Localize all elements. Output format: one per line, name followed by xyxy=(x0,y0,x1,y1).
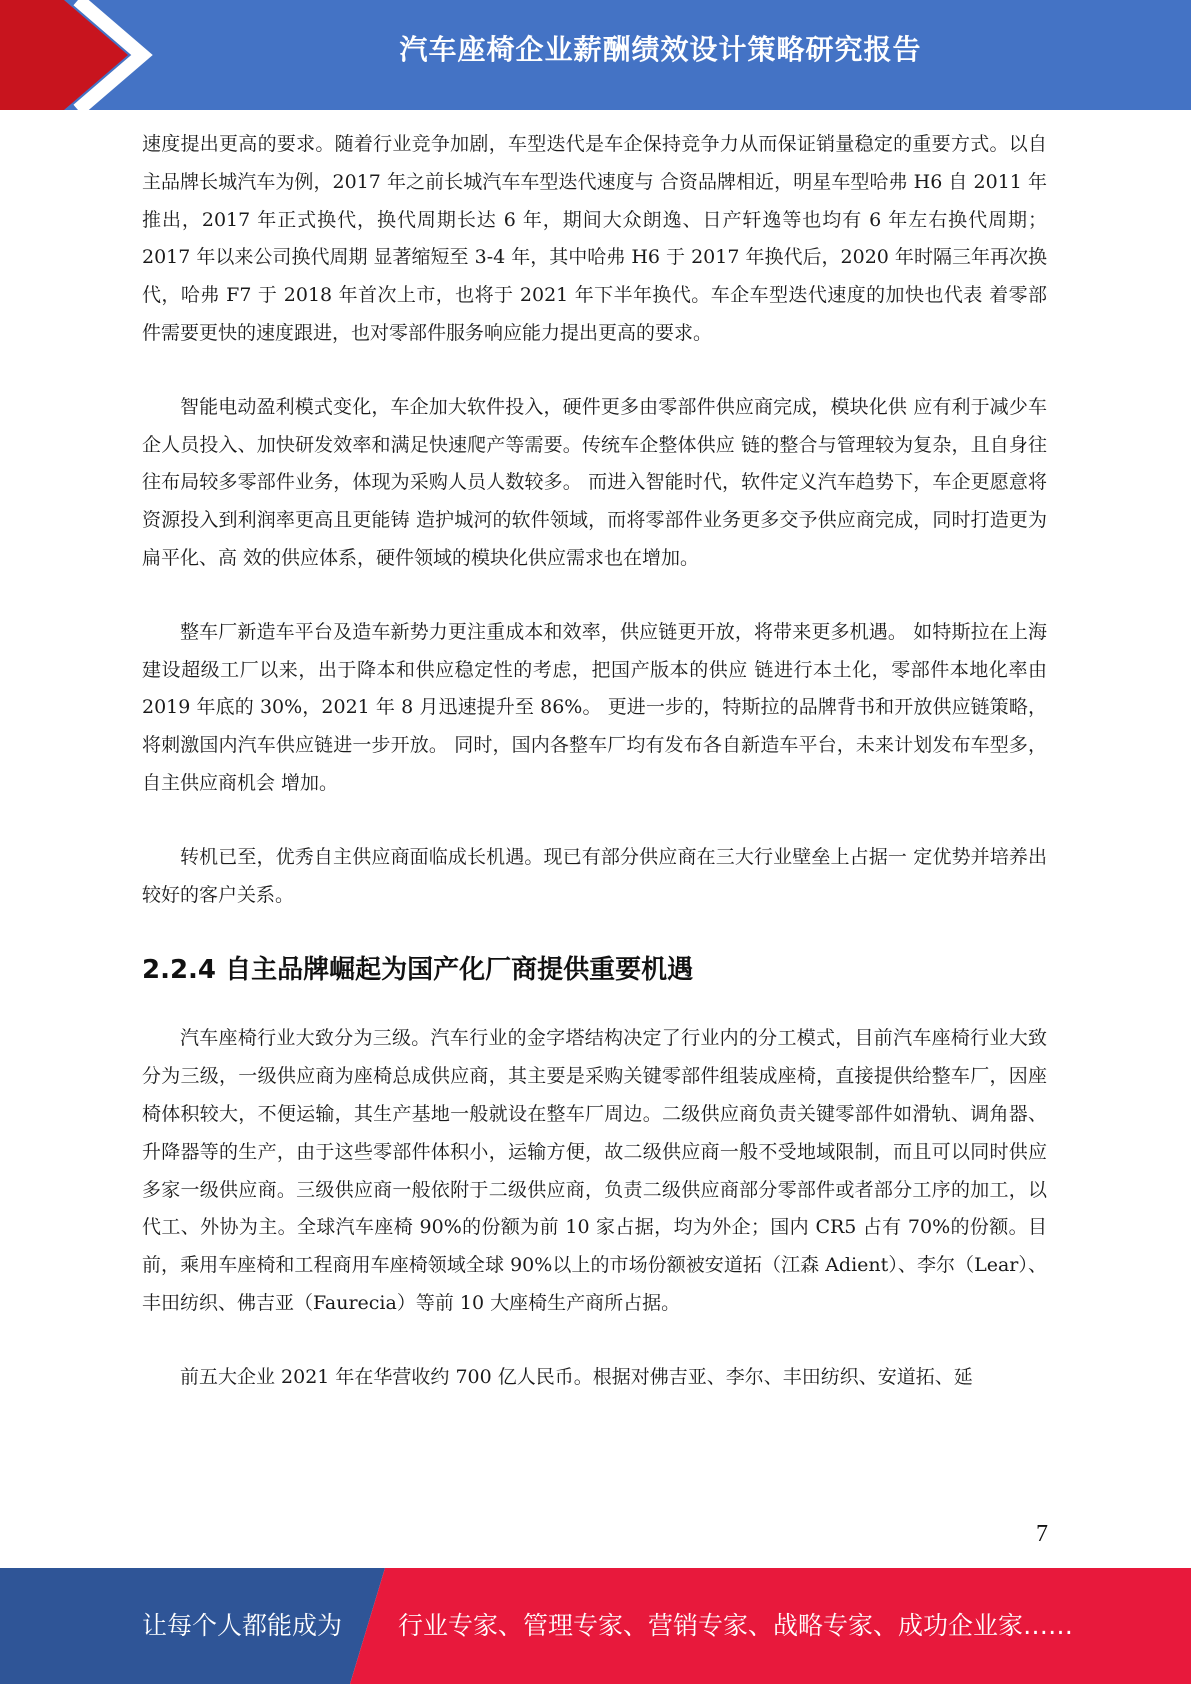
paragraph-continued: 速度提出更高的要求。随着行业竞争加剧，车型迭代是车企保持竞争力从而保证销量稳定的重要方式。以自主品牌长城汽车为例，2017 年之前长城汽车车型迭代速度与 合资品牌相近，明星车型哈弗 H6 自 2011 年推出，2017 年正式换代，换代周期长达 6 年，期间大众朗逸、日产轩逸等也均有 6 年左右换代周期；2017 年以来公司换代周期 显著缩短至 3-4 年，其中哈弗 H6 于 2017 年换代后，2020 年时隔三年再次换代，哈弗 F7 于 2018 年首次上市，也将于 2021 年下半年换代。车企车型迭代速度的加快也代表 着零部件需要更快的速度跟进，也对零部件服务响应能力提出更高的要求。 xyxy=(142,133,1047,344)
body-content xyxy=(142,126,1047,1433)
paragraph: 智能电动盈利模式变化，车企加大软件投入，硬件更多由零部件供应商完成，模块化供 应有利于减少车企人员投入、加快研发效率和满足快速爬产等需要。传统车企整体供应 链的整合与管理较为复杂，且自身往往布局较多零部件业务，体现为采购人员人数较多。 而进入智能时代，软件定义汽车趋势下，车企更愿意将资源投入到利润率更高且更能铸 造护城河的软件领域，而将零部件业务更多交予供应商完成，同时打造更为扁平化、高 效的供应体系，硬件领域的模块化供应需求也在增加。 xyxy=(142,395,1047,569)
footer-slogan-right: 行业专家、管理专家、营销专家、战略专家、成功企业家…… xyxy=(398,1611,1074,1640)
header-red-arrow xyxy=(0,0,128,110)
document-title: 汽车座椅企业薪酬绩效设计策略研究报告 xyxy=(399,33,922,66)
page-footer xyxy=(0,1568,1191,1684)
paragraph: 整车厂新造车平台及造车新势力更注重成本和效率，供应链更开放，将带来更多机遇。 如特斯拉在上海建设超级工厂以来，出于降本和供应稳定性的考虑，把国产版本的供应 链进行本土化，零部件本地化率由 2019 年底的 30%，2021 年 8 月迅速提升至 86%。 更进一步的，特斯拉的品牌背书和开放供应链策略，将刺激国内汽车供应链进一步开放。 同时，国内各整车厂均有发布各自新造车平台，未来计划发布车型多，自主供应商机会 增加。 xyxy=(142,620,1047,794)
section-heading: 2.2.4 自主品牌崛起为国产化厂商提供重要机遇 xyxy=(142,955,694,986)
paragraph: 汽车座椅行业大致分为三级。汽车行业的金字塔结构决定了行业内的分工模式，目前汽车座椅行业大致分为三级，一级供应商为座椅总成供应商，其主要是采购关键零部件组装成座椅，直接提供给整车厂，因座椅体积较大，不便运输，其生产基地一般就设在整车厂周边。二级供应商负责关键零部件如滑轨、调角器、升降器等的生产，由于这些零部件体积小，运输方便，故二级供应商一般不受地域限制，而且可以同时供应多家一级供应商。三级供应商一般依附于二级供应商，负责二级供应商部分零部件或者部分工序的加工，以代工、外协为主。全球汽车座椅 90%的份额为前 10 家占据，均为外企；国内 CR5 占有 70%的份额。目前，乘用车座椅和工程商用车座椅领域全球 90%以上的市场份额被安道拓（江森 Adient）、李尔（Lear）、丰田纺织、佛吉亚（Faurecia）等前 10 大座椅生产商所占据。 xyxy=(142,1027,1047,1314)
paragraph: 转机已至，优秀自主供应商面临成长机遇。现已有部分供应商在三大行业壁垒上占据一 定优势并培养出较好的客户关系。 xyxy=(142,845,1047,906)
paragraph: 前五大企业 2021 年在华营收约 700 亿人民币。根据对佛吉亚、李尔、丰田纺织、安道拓、延 xyxy=(180,1365,973,1388)
page-number: 7 xyxy=(1036,1521,1048,1547)
page-header xyxy=(0,0,1191,110)
footer-slogan-left: 让每个人都能成为 xyxy=(142,1611,343,1640)
